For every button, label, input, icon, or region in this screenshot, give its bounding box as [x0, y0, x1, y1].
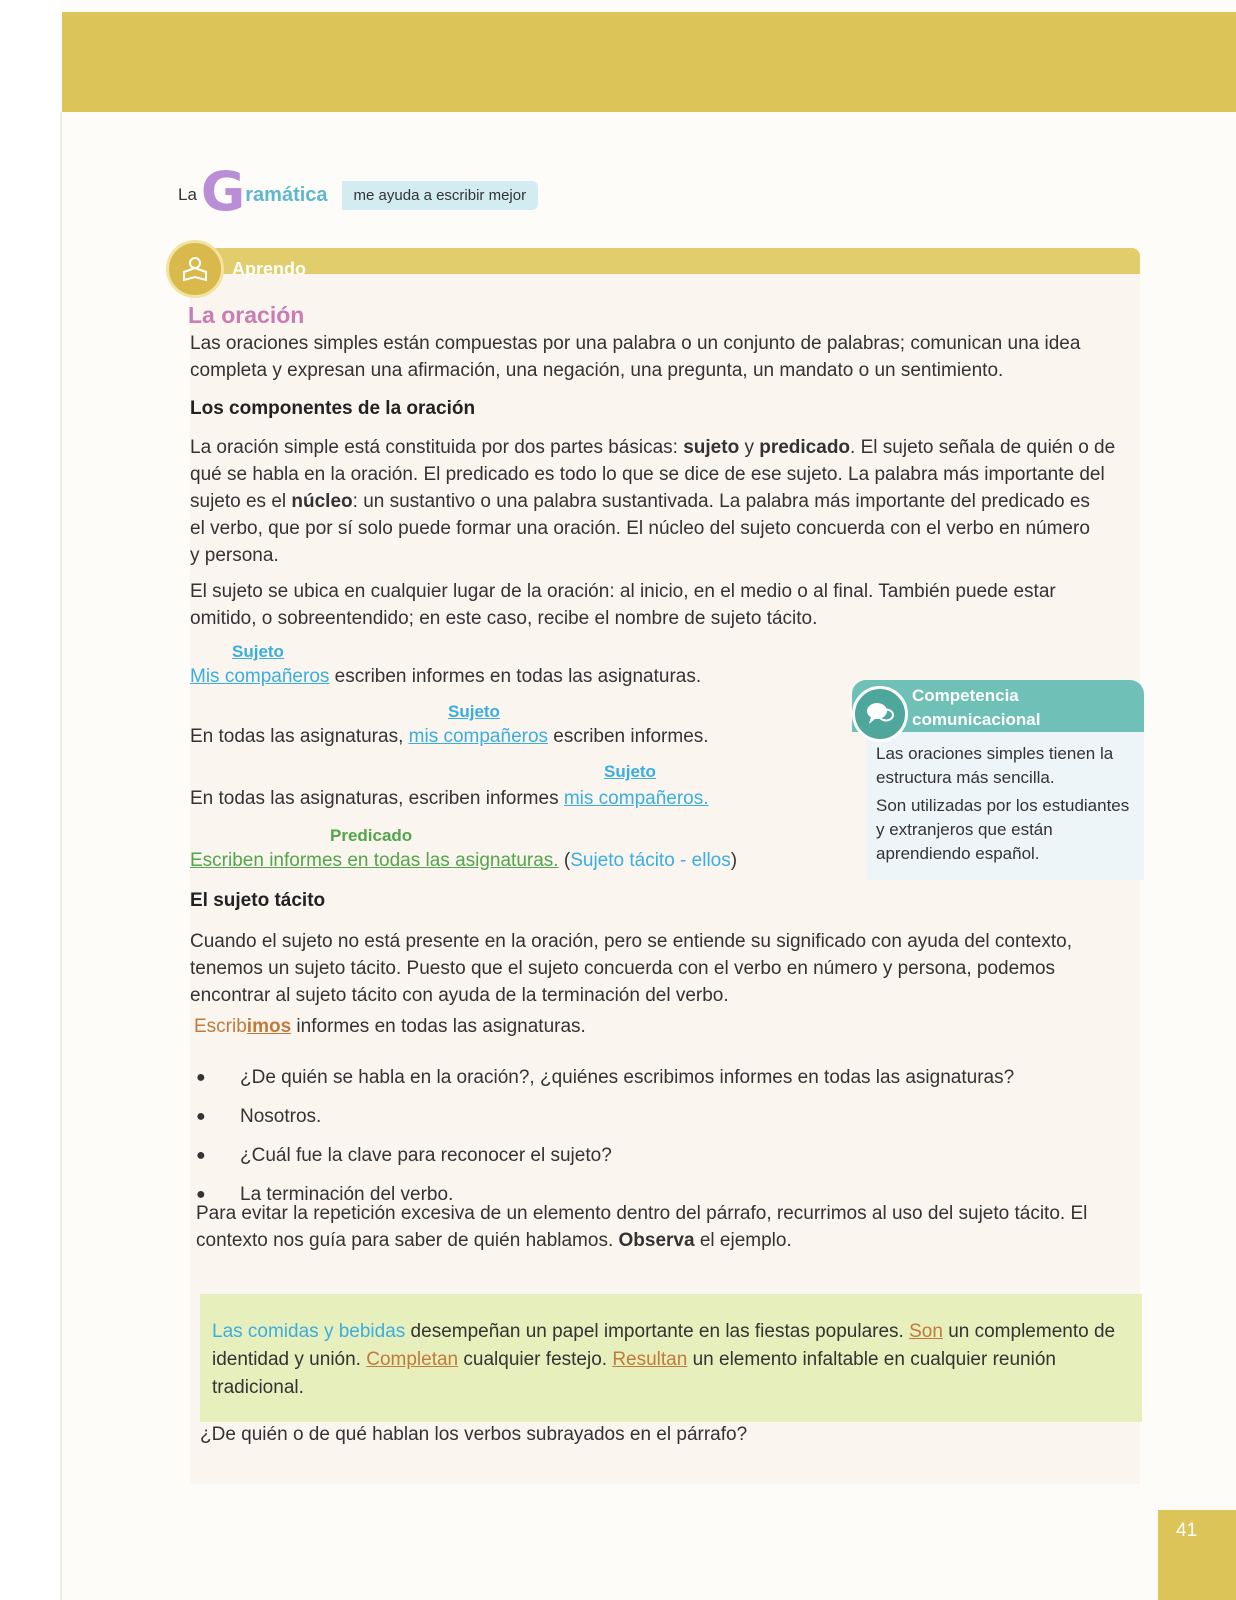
bullet-list: [196, 1058, 1096, 1214]
loc-line-2: omitido, o sobreentendido; en este caso, recibe el nombre de sujeto tácito.: [190, 608, 818, 629]
example-1: Mis compañeros escriben informes en todas las asignaturas.: [190, 666, 702, 687]
intro-paragraph: [190, 330, 1130, 384]
comp-line-5: y persona.: [190, 545, 279, 566]
example-4: Escriben informes en todas las asignaturas. (Sujeto tácito - ellos): [190, 850, 738, 871]
tacito-heading: El sujeto tácito: [190, 890, 326, 911]
lesson-title: La oración: [188, 302, 305, 328]
example-box-text: Las comidas y bebidas desempeñan un papel importante en las fiestas populares. Son un complemento de identidad y unión. Completan cualquier festejo. Resultan un elemento infaltable en cualquier reunión tradicional.: [212, 1321, 1116, 1398]
tag-la: La: [178, 185, 197, 204]
tacito-example: Escribimos informes en todas las asignaturas.: [194, 1016, 586, 1037]
page-number: 41: [1176, 1520, 1198, 1541]
margin-line: [60, 112, 62, 1600]
list-item: ● Nosotros.: [196, 1105, 322, 1127]
predicado-label: Predicado: [330, 826, 413, 845]
tag-subtitle: me ayuda a escribir mejor: [342, 181, 539, 210]
list-item: ● La terminación del verbo.: [196, 1183, 454, 1205]
intro-line-1: Las oraciones simples están compuestas por una palabra o un conjunto de palabras; comunican una idea: [190, 333, 1081, 354]
sujeto-label-1: Sujeto: [232, 642, 284, 661]
example-3: En todas las asignaturas, escriben informes mis compañeros.: [190, 788, 709, 809]
closing-question: ¿De quién o de qué hablan los verbos subrayados en el párrafo?: [200, 1424, 748, 1445]
comp-line-4: el verbo, que por sí solo puede formar una oración. El núcleo del sujeto concuerda con el verbo en número: [190, 518, 1090, 539]
avoid-line-2: contexto nos guía para saber de quién hablamos. Observa el ejemplo.: [196, 1230, 792, 1251]
top-color-band: [62, 12, 1236, 112]
location-paragraph: [190, 578, 1130, 632]
tacito-paragraph: [190, 928, 1130, 1009]
list-item: ● ¿Cuál fue la clave para reconocer el sujeto?: [196, 1144, 612, 1166]
page-margin: [0, 0, 62, 1600]
tag-big-g: G: [200, 160, 246, 223]
example-2: En todas las asignaturas, mis compañeros escriben informes.: [190, 726, 709, 747]
avoid-line-1: Para evitar la repetición excesiva de un elemento dentro del párrafo, recurrimos al uso del sujeto tácito. El: [196, 1203, 1088, 1224]
aprendo-bar: [190, 248, 1140, 274]
tacito-line-3: encontrar al sujeto tácito con ayuda de la terminación del verbo.: [190, 985, 729, 1006]
sujeto-label-3: Sujeto: [604, 762, 656, 781]
components-heading: Los componentes de la oración: [190, 398, 476, 419]
sujeto-label-2: Sujeto: [448, 702, 500, 721]
comp-line-1: La oración simple está constituida por dos partes básicas: sujeto y predicado. El sujeto señala de quién o de: [190, 437, 1116, 458]
intro-line-2: completa y expresan una afirmación, una negación, una pregunta, un mandato o un sentimiento.: [190, 360, 1004, 381]
aprendo-label: Aprendo: [232, 259, 306, 279]
loc-line-1: El sujeto se ubica en cualquier lugar de la oración: al inicio, en el medio o al final. También puede estar: [190, 581, 1056, 602]
comp-line-2: qué se habla en la oración. El predicado es todo lo que se dice de ese sujeto. La palabra más importante del: [190, 464, 1105, 485]
competencia-title: Competencia comunicacional: [912, 686, 1041, 729]
speech-bubbles-icon: [852, 686, 908, 742]
list-item: ● ¿De quién se habla en la oración?, ¿quiénes escribimos informes en todas las asignaturas?: [196, 1066, 1015, 1088]
tacito-line-2: tenemos un sujeto tácito. Puesto que el sujeto concuerda con el verbo en número y persona, podemos: [190, 958, 1056, 979]
competencia-text-2: Son utilizadas por los estudiantes y extranjeros que están aprendiendo español.: [876, 796, 1130, 863]
reading-student-icon: [166, 240, 224, 298]
tag-gramatica: ramática: [245, 183, 328, 206]
competencia-text-1: Las oraciones simples tienen la estructura más sencilla.: [876, 744, 1114, 787]
tacito-line-1: Cuando el sujeto no está presente en la oración, pero se entiende su significado con ayuda del contexto,: [190, 931, 1072, 952]
avoid-paragraph: [196, 1200, 1136, 1254]
comp-line-3: sujeto es el núcleo: un sustantivo o una palabra sustantivada. La palabra más importante del predicado es: [190, 491, 1090, 512]
section-tag: [178, 160, 538, 223]
components-paragraph: [190, 434, 1130, 569]
